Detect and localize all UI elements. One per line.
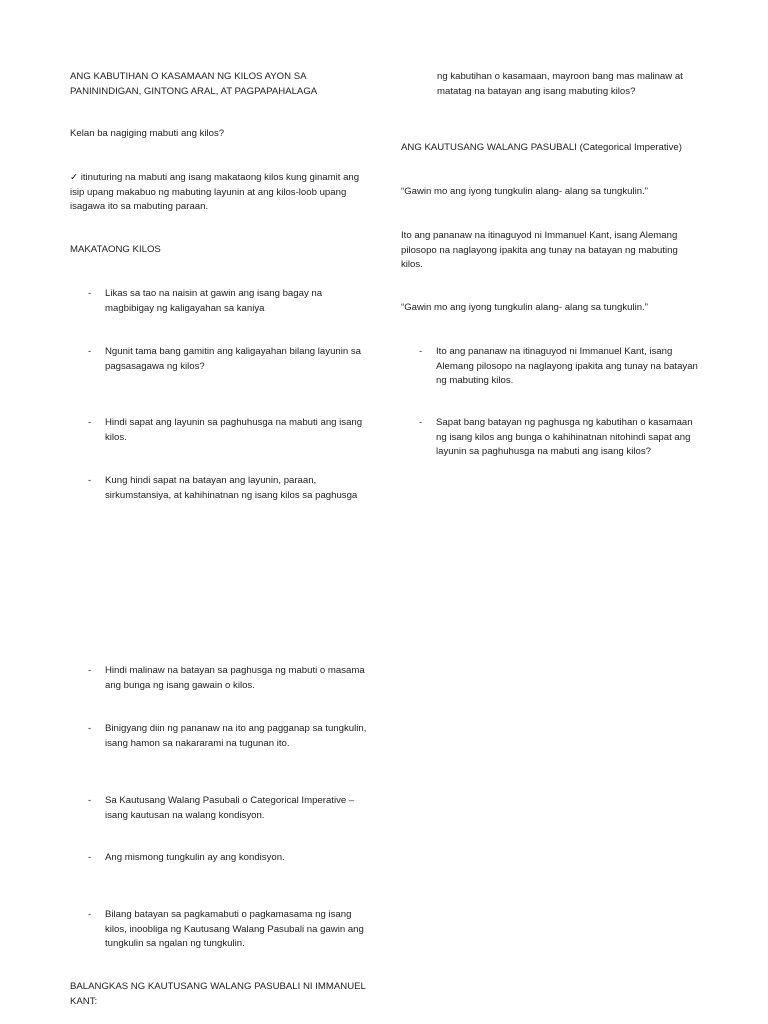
list-item: - Ito ang pananaw na itinaguyod ni Immanuel Kant, isang Alemang pilosopo na naglayong ipakita ang tunay na batayan ng mabuting kilos. (419, 345, 701, 389)
list-item: - Binigyang diin ng pananaw na ito ang pagganap sa tungkulin, isang hamon sa nakararami na tugunan ito. (88, 722, 370, 751)
paragraph-text: Ito ang pananaw na itinaguyod ni Immanuel Kant, isang Alemang pilosopo na naglayong ipakita ang tunay na batayan ng mabuting kilos. (401, 230, 678, 270)
footer-heading: BALANGKAS NG KAUTUSANG WALANG PASUBALI NI IMMANUEL KANT: (70, 981, 366, 1007)
list-item: - Sa Kautusang Walang Pasubali o Categorical Imperative – isang kautusan na walang kondisyon. (88, 794, 370, 823)
section-heading: MAKATAONG KILOS (70, 244, 161, 255)
continuation-text: ng kabutihan o kasamaan, mayroon bang mas malinaw at matatag na batayan ang isang mabuting kilos? (437, 71, 683, 97)
document-title: ANG KABUTIHAN O KASAMAAN NG KILOS AYON SA PANININDIGAN, GINTONG ARAL, AT PAGPAPAHALAGA (70, 71, 318, 97)
list-item: - Ang mismong tungkulin ay ang kondisyon. (88, 851, 370, 866)
list-item: - Sapat bang batayan ng paghusga ng kabutihan o kasamaan ng isang kilos ang bunga o kahihinatnan nitohindi sapat ang layunin sa paghuhusga na mabuti ang isang kilos? (419, 416, 701, 460)
checkmark-paragraph: ✓ itinuturing na mabuti ang isang makataong kilos kung ginamit ang isip upang makabuo ng mabuting layunin at ang kilos-loob upang isagawa ito sa mabuting paraan. (70, 172, 360, 212)
list-item: - Ngunit tama bang gamitin ang kaligayahan bilang layunin sa pagsasagawa ng kilos? (88, 345, 370, 374)
section-heading: ANG KAUTUSANG WALANG PASUBALI (Categorical Imperative) (401, 142, 682, 153)
quote-text: “Gawin mo ang iyong tungkulin alang- alang sa tungkulin.” (401, 186, 648, 197)
list-item: - Likas sa tao na naisin at gawin ang isang bagay na magbibigay ng kaligayahan sa kaniya (88, 287, 370, 316)
list-item: - Kung hindi sapat na batayan ang layunin, paraan, sirkumstansiya, at kahihinatnan ng isang kilos sa paghusga (88, 474, 370, 503)
quote-text: “Gawin mo ang iyong tungkulin alang- alang sa tungkulin.” (401, 302, 648, 313)
list-item: - Hindi sapat ang layunin sa paghuhusga na mabuti ang isang kilos. (88, 416, 370, 445)
list-item: - Hindi malinaw na batayan sa paghusga ng mabuti o masama ang bunga ng isang gawain o kilos. (88, 664, 370, 693)
question-text: Kelan ba nagiging mabuti ang kilos? (70, 128, 225, 139)
list-item: - Bilang batayan sa pagkamabuti o pagkamasama ng isang kilos, inoobliga ng Kautusang Walang Pasubali na gawin ang tungkulin sa ngalan ng tungkulin. (88, 908, 370, 952)
